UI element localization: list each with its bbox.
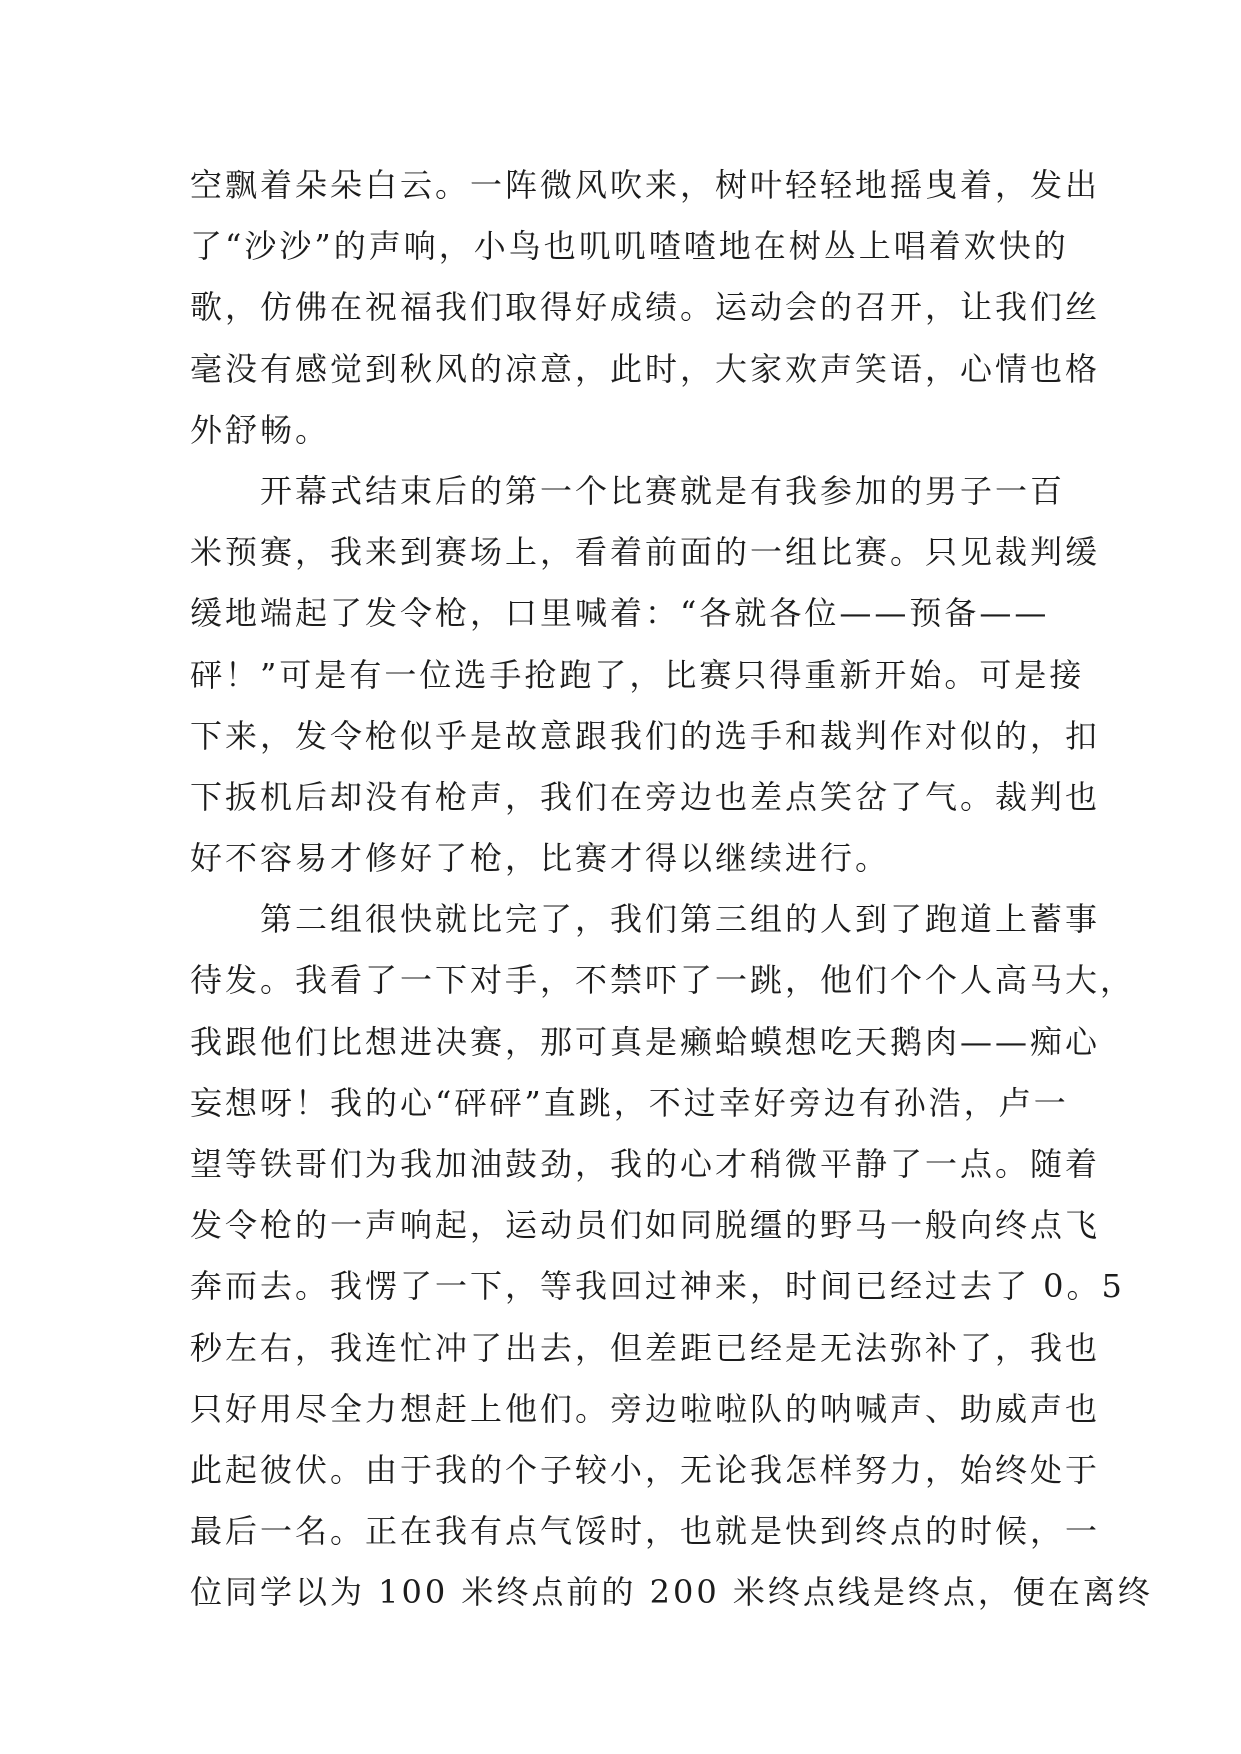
text-line: 下扳机后却没有枪声，我们在旁边也差点笑岔了气。裁判也 [190,777,1101,816]
text-line: 只好用尽全力想赶上他们。旁边啦啦队的呐喊声、助威声也 [190,1389,1101,1428]
text-line: 奔而去。我愣了一下，等我回过神来，时间已经过去了 0。5 [190,1267,1125,1306]
text-line: 秒左右，我连忙冲了出去，但差距已经是无法弥补了，我也 [190,1328,1101,1367]
text-line: 位同学以为 100 米终点前的 200 米终点线是终点，便在离终 [190,1573,1153,1612]
text-line: 妄想呀！我的心“砰砰”直跳，不过幸好旁边有孙浩，卢一 [190,1083,1069,1122]
text-line: 空飘着朵朵白云。一阵微风吹来，树叶轻轻地摇曳着，发出 [190,166,1101,204]
document-body [190,155,1153,1624]
text-line: 了“沙沙”的声响，小鸟也叽叽喳喳地在树丛上唱着欢快的 [190,227,1069,266]
text-line: 砰！”可是有一位选手抢跑了，比赛只得重新开始。可是接 [190,655,1085,694]
text-line: 待发。我看了一下对手，不禁吓了一跳，他们个个人高马大， [190,961,1136,1000]
text-line: 缓地端起了发令枪，口里喊着：“各就各位——预备—— [190,594,1050,633]
text-line: 毫没有感觉到秋风的凉意，此时，大家欢声笑语，心情也格 [190,349,1101,388]
text-line: 最后一名。正在我有点气馁时，也就是快到终点的时候，一 [190,1512,1101,1551]
text-line: 米预赛，我来到赛场上，看着前面的一组比赛。只见裁判缓 [190,533,1101,572]
text-line: 望等铁哥们为我加油鼓劲，我的心才稍微平静了一点。随着 [190,1145,1101,1183]
text-line: 我跟他们比想进决赛，那可真是癞蛤蟆想吃天鹅肉——痴心 [190,1022,1101,1061]
text-line: 下来，发令枪似乎是故意跟我们的选手和裁判作对似的，扣 [190,716,1101,755]
text-line: 此起彼伏。由于我的个子较小，无论我怎样努力，始终处于 [190,1450,1101,1489]
paragraph-first-line: 开幕式结束后的第一个比赛就是有我参加的男子一百 [260,471,1066,510]
text-line: 发令枪的一声响起，运动员们如同脱缰的野马一般向终点飞 [190,1206,1101,1245]
text-line: 好不容易才修好了枪，比赛才得以继续进行。 [190,839,891,878]
text-line: 外舒畅。 [190,410,331,449]
text-line: 歌，仿佛在祝福我们取得好成绩。运动会的召开，让我们丝 [190,288,1101,327]
paragraph-first-line: 第二组很快就比完了，我们第三组的人到了跑道上蓄事 [260,900,1101,939]
